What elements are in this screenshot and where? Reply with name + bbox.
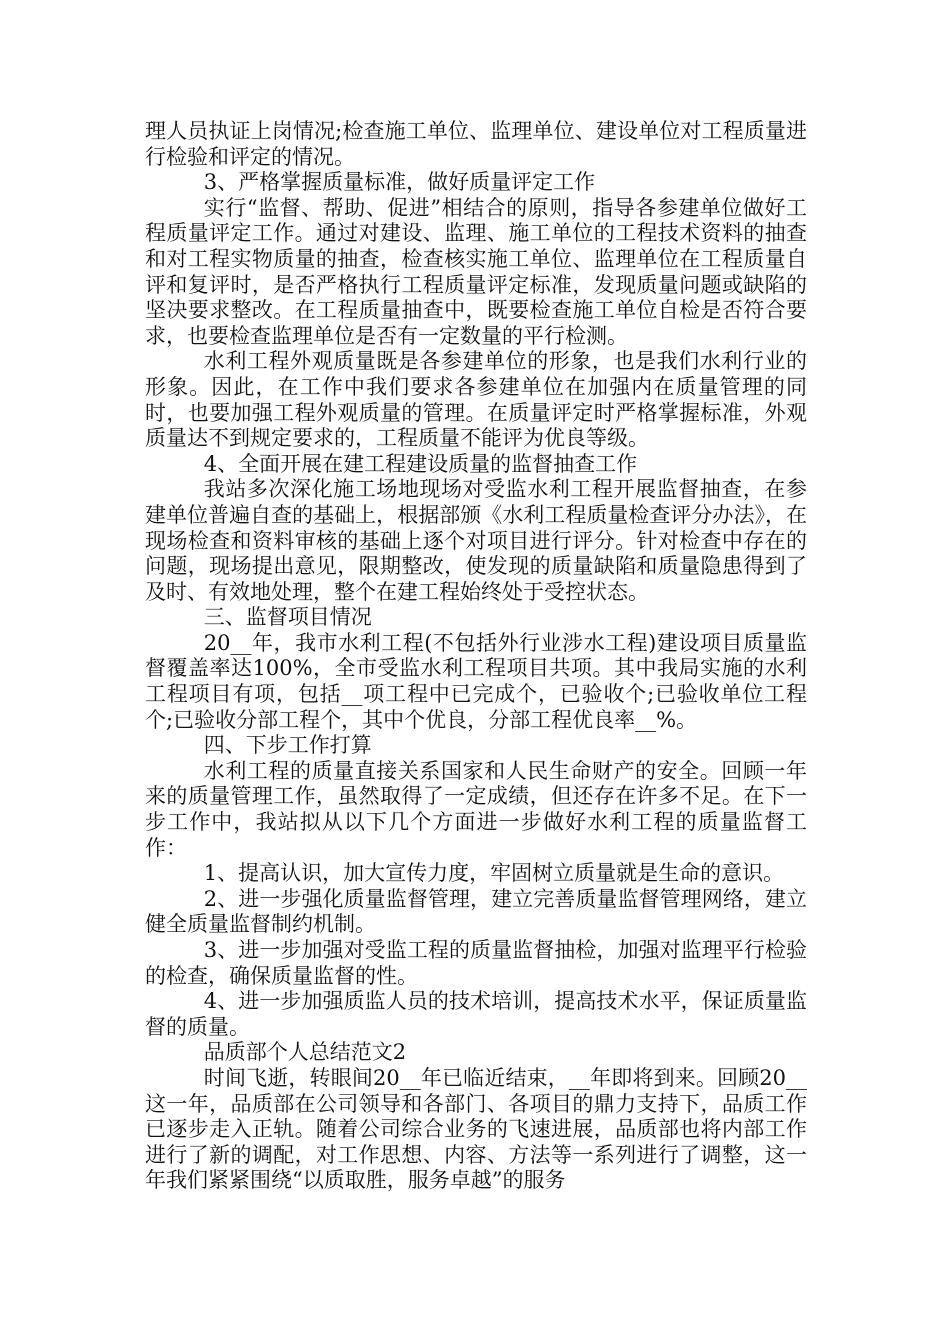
section-heading-supervision: 三、监督项目情况 bbox=[203, 605, 372, 630]
list-item-1: 1、提高认识，加大宣传力度，牢固树立质量就是生命的意识。 bbox=[203, 861, 785, 886]
paragraph-7: 时间飞逝，转眼间20__年已临近结束，__年即将到来。回顾20__这一年，品质部在公司领导和各部门、各项目的鼎力支持下，品质工作已逐步走入正轨。随着公司综合业务的飞速进展，品质部也将内部工作进行了新的调配，对工作思想、内容、方法等一系列进行了调整，这一年我们紧紧围绕“以质取胜，服务卓越”的服务 bbox=[145, 1065, 807, 1193]
list-item-2: 2、进一步强化质量监督管理，建立完善质量监督管理网络，建立健全质量监督制约机制。 bbox=[145, 886, 807, 937]
article-title-2: 品质部个人总结范文2 bbox=[203, 1040, 407, 1065]
list-item-4: 4、进一步加强质监人员的技术培训，提高技术水平，保证质量监督的质量。 bbox=[145, 989, 807, 1039]
section-heading-next-steps: 四、下步工作打算 bbox=[203, 733, 372, 758]
paragraph-4: 我站多次深化施工场地现场对受监水利工程开展监督抽查，在参建单位普遍自查的基础上，根据部颁《水利工程质量检查评分办法》，在现场检查和资料审核的基础上逐个对项目进行评分。针对检查中存在的问题，现场提出意见，限期整改，使发现的质量缺陷和质量隐患得到了及时、有效地处理，整个在建工程始终处于受控状态。 bbox=[145, 477, 807, 604]
paragraph-5: 20__年，我市水利工程(不包括外行业涉水工程)建设项目质量监督覆盖率达100%，全市受监水利工程项目共项。其中我局实施的水利工程项目有项，包括__项工程中已完成个，已验收个;已验收单位工程个;已验收分部工程个，其中个优良，分部工程优良率__%。 bbox=[145, 630, 807, 732]
paragraph-1: 理人员执证上岗情况;检查施工单位、监理单位、建设单位对工程质量进行检验和评定的情况。 bbox=[145, 119, 807, 169]
paragraph-2: 实行“监督、帮助、促进”相结合的原则，指导各参建单位做好工程质量评定工作。通过对建设、监理、施工单位的工程技术资料的抽查和对工程实物质量的抽查，检查核实施工单位、监理单位在工程质量自评和复评时，是否严格执行工程质量评定标准，发现质量问题或缺陷的坚决要求整改。在工程质量抽查中，既要检查施工单位自检是否符合要求，也要检查监理单位是否有一定数量的平行检测。 bbox=[145, 195, 807, 348]
document-page bbox=[145, 119, 807, 1194]
section-heading-4: 4、全面开展在建工程建设质量的监督抽查工作 bbox=[203, 451, 638, 476]
paragraph-3: 水利工程外观质量既是各参建单位的形象，也是我们水利行业的形象。因此，在工作中我们要求各参建单位在加强内在质量管理的同时，也要加强工程外观质量的管理。在质量评定时严格掌握标准，外观质量达不到规定要求的，工程质量不能评为优良等级。 bbox=[145, 349, 807, 451]
paragraph-6: 水利工程的质量直接关系国家和人民生命财产的安全。回顾一年来的质量管理工作，虽然取得了一定成绩，但还存在许多不足。在下一步工作中，我站拟从以下几个方面进一步做好水利工程的质量监督工作： bbox=[145, 758, 807, 860]
section-heading-3: 3、严格掌握质量标准，做好质量评定工作 bbox=[203, 170, 596, 195]
list-item-3: 3、进一步加强对受监工程的质量监督抽检，加强对监理平行检验的检查，确保质量监督的性。 bbox=[145, 938, 807, 988]
